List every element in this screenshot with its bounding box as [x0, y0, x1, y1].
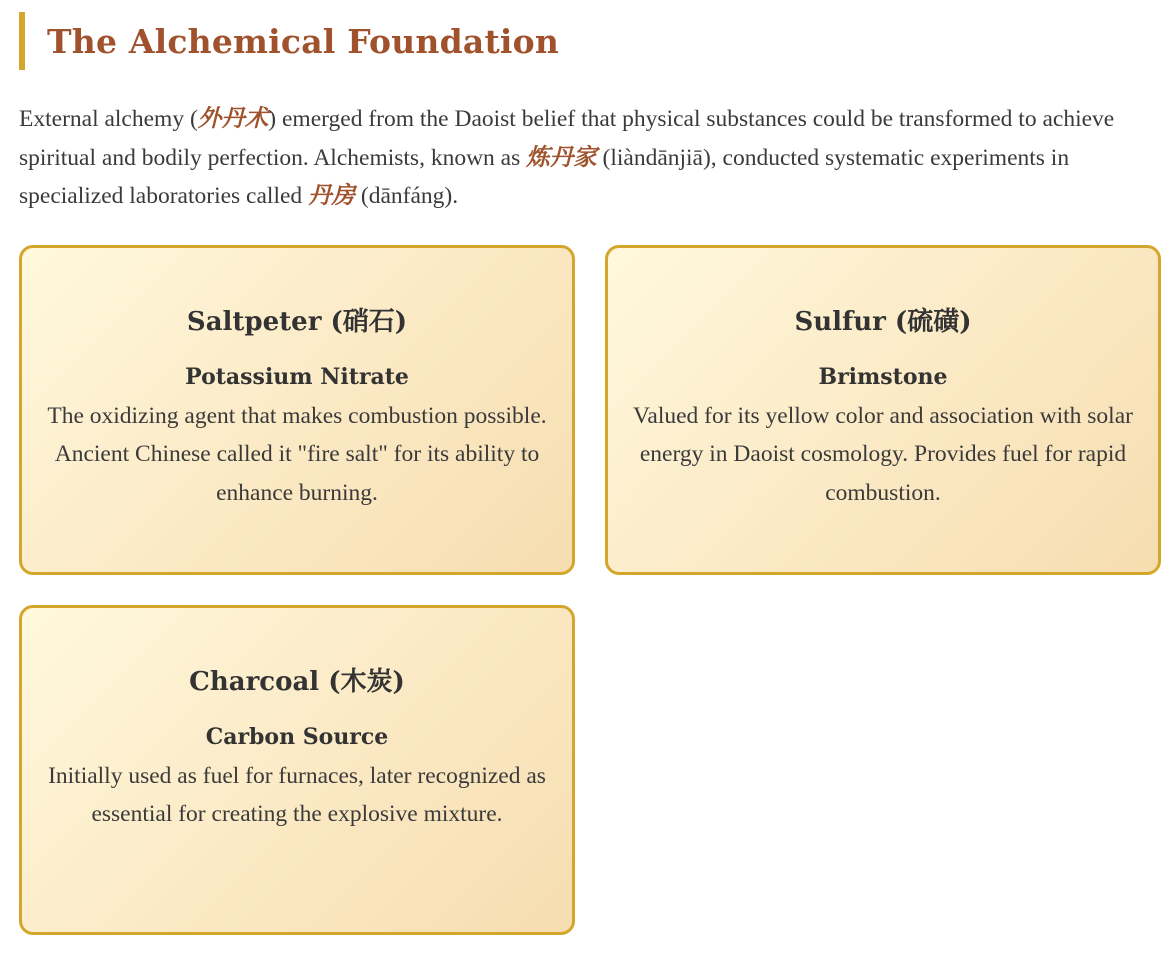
- card-title: Charcoal (木炭): [189, 667, 405, 697]
- page-title: The Alchemical Foundation: [47, 21, 560, 61]
- term-danfang: 丹房: [308, 183, 356, 209]
- card-subtitle: Brimstone: [818, 364, 948, 390]
- ingredient-card-saltpeter: [19, 245, 575, 575]
- intro-paragraph: [19, 100, 1159, 216]
- term-waidanshu: 外丹术: [197, 106, 269, 132]
- card-subtitle: Potassium Nitrate: [185, 364, 409, 390]
- intro-text-2: ) emerged from the Daoist belief that physical substances could be transformed to achieve spiritual and bodily perfection. Alchemists, known as: [19, 106, 1115, 171]
- intro-text-1: External alchemy (: [19, 106, 198, 132]
- intro-text-4: (dānfáng).: [355, 183, 459, 209]
- intro-text-3: (liàndānjiā), conducted systematic experiments in specialized laboratories called: [19, 144, 1070, 209]
- card-description: Initially used as fuel for furnaces, later recognized as essential for creating the explosive mixture.: [48, 762, 546, 827]
- ingredient-card-charcoal: [19, 605, 575, 935]
- term-liandanjia: 炼丹家: [526, 144, 597, 171]
- card-description: Valued for its yellow color and association with solar energy in Daoist cosmology. Provides fuel for rapid combustion.: [633, 402, 1133, 506]
- ingredient-card-sulfur: [605, 245, 1161, 575]
- card-description: The oxidizing agent that makes combustion possible. Ancient Chinese called it "fire salt" for its ability to enhance burning.: [47, 402, 547, 506]
- card-title: Sulfur (硫磺): [794, 307, 972, 337]
- card-subtitle: Carbon Source: [205, 724, 389, 750]
- card-title: Saltpeter (硝石): [186, 307, 408, 337]
- section-heading: [19, 12, 559, 70]
